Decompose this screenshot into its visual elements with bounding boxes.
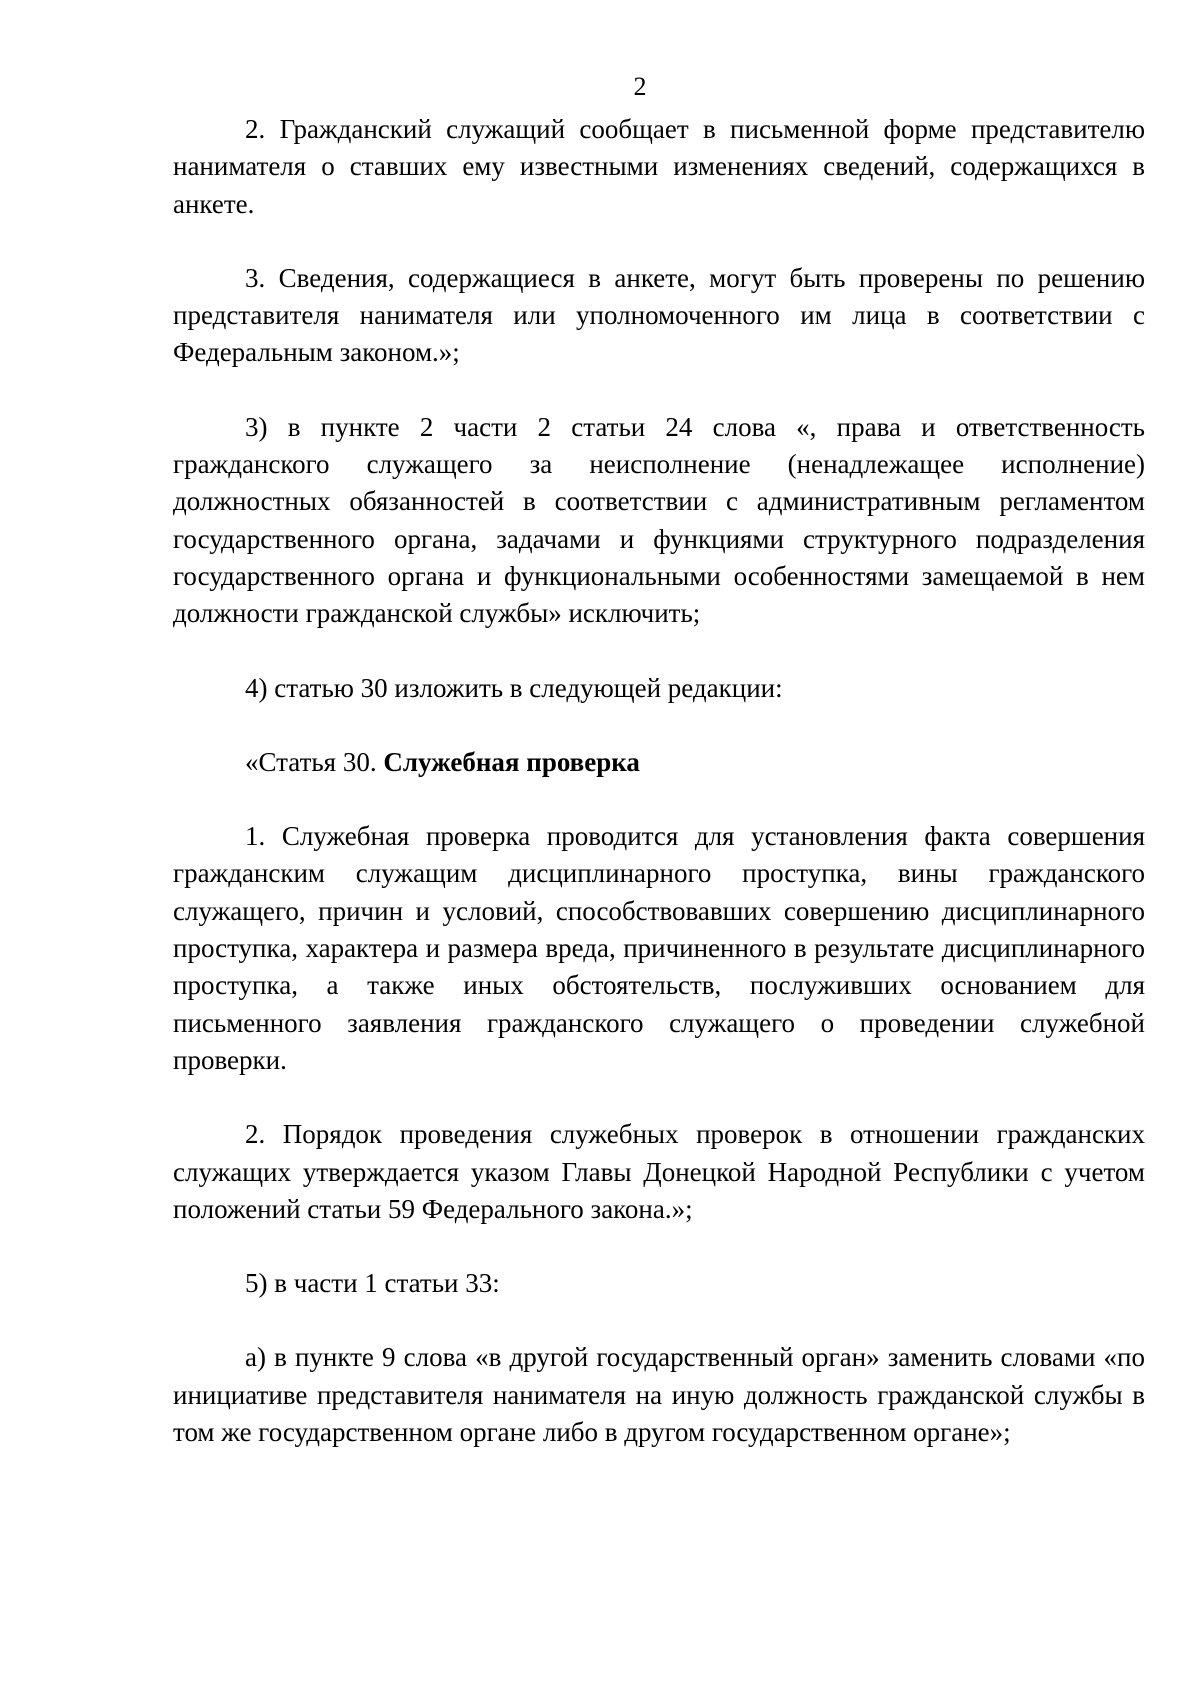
- article-30-heading: [173, 744, 1145, 781]
- document-body: [173, 111, 1145, 1488]
- article-30-number: «Статья 30.: [245, 746, 384, 777]
- page-number: 2: [633, 72, 647, 101]
- paragraph-amendment-article-24: 3) в пункте 2 части 2 статьи 24 слова «, права и ответственность гражданского служащего за неисполнение (ненадлежащее исполнение) должностных обязанностей в соответствии с административным регламентом государственного органа, задачами и функциями структурного подразделения государственного органа и функциональными особенностями замещаемой в нем должности гражданской службы» исключить;: [173, 411, 1145, 629]
- paragraph-service-inspection-purpose: 1. Служебная проверка проводится для установления факта совершения гражданским служащим дисциплинарного проступка, вины гражданского служащего, причин и условий, способствовавших совершению дисциплинарного проступка, характера и размера вреда, причиненного в результате дисциплинарного проступка, а также иных обстоятельств, послуживших основанием для письменного заявления гражданского служащего о проведении служебной проверки.: [173, 821, 1145, 1075]
- paragraph-information-verified: 3. Сведения, содержащиеся в анкете, могут быть проверены по решению представителя нанимателя или уполномоченного им лица в соответствии с Федеральным законом.»;: [173, 262, 1145, 368]
- paragraph-amendment-article-33: 5) в части 1 статьи 33:: [245, 1268, 500, 1299]
- paragraph-amendment-point-9: а) в пункте 9 слова «в другой государственный орган» заменить словами «по инициативе представителя нанимателя на иную должность гражданской службы в том же государственном органе либо в другом государственном органе»;: [173, 1342, 1145, 1448]
- paragraph-citizen-notifies: 2. Гражданский служащий сообщает в письменной форме представителю нанимателя о ставших ему известными изменениях сведений, содержащихся в анкете.: [173, 114, 1145, 219]
- article-30-title: Служебная проверка: [383, 746, 640, 777]
- paragraph-amendment-article-30: 4) статью 30 изложить в следующей редакции:: [245, 672, 783, 703]
- paragraph-service-inspection-procedure: 2. Порядок проведения служебных проверок в отношении гражданских служащих утверждается указом Главы Донецкой Народной Республики с учетом положений статьи 59 Федерального закона.»;: [173, 1119, 1145, 1224]
